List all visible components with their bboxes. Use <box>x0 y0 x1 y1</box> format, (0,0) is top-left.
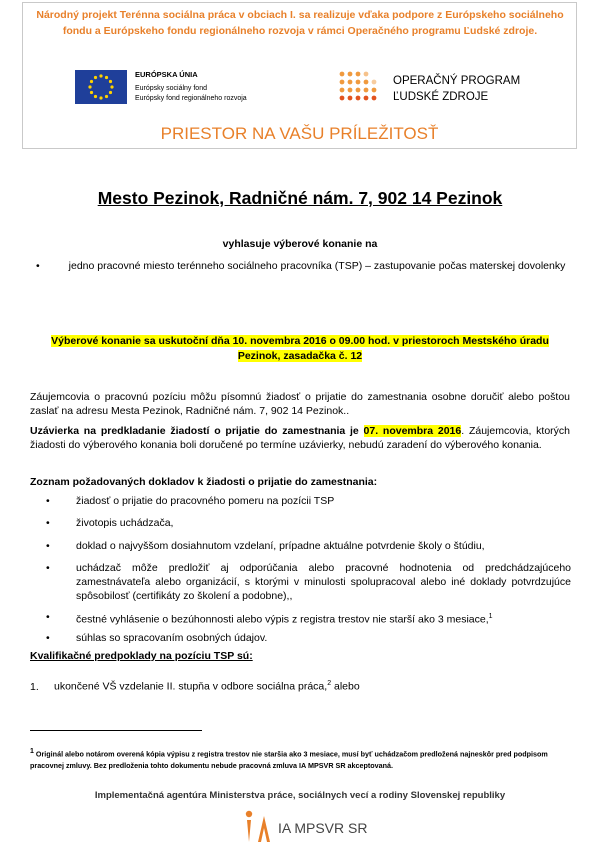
position-item <box>36 259 576 274</box>
ia-logo-icon <box>240 808 276 846</box>
deadline-note: Záujemcovia, ktorých žiadosti do výberového konania boli doručené po termíne uzávierky, nebudú zaradení do výberového konania. <box>30 425 570 451</box>
bullet-icon: • <box>46 562 50 574</box>
date-notice-text: Výberové konanie sa uskutoční dňa 10. novembra 2016 o 09.00 hod. v priestoroch Mestského úradu Pezinok, zasadačka č. 12 <box>51 335 549 362</box>
bullet-icon: • <box>46 611 50 623</box>
footnote-ref: 2 <box>327 680 332 687</box>
qualification-item <box>30 680 360 693</box>
deadline-end: . <box>461 425 465 437</box>
eu-logo-line2: Európsky fond regionálneho rozvoja <box>135 95 247 102</box>
list-item <box>46 516 571 530</box>
footnote-divider <box>30 730 202 731</box>
list-item <box>46 610 571 627</box>
bullet-icon: • <box>46 517 50 529</box>
application-paragraph: Záujemcovia o pracovnú pozíciu môžu písomnú žiadosť o prijatie do zamestnania osobne doručiť alebo poštou zaslať na adresu Mesta Pezinok, Radničné nám. 7, 902 14 Pezinok.. <box>30 391 570 417</box>
footnote <box>30 746 575 772</box>
list-item <box>46 494 571 508</box>
deadline-paragraph <box>30 424 570 452</box>
deadline-label: Uzávierka na predkladanie žiadostí o prijatie do zamestnania je <box>30 425 359 437</box>
eu-logo-line1: Európsky sociálny fond <box>135 85 207 92</box>
list-item <box>46 561 571 603</box>
list-item-text: doklad o najvyššom dosiahnutom vzdelaní, prípadne aktuálne potvrdenie školy o štúdiu, <box>76 540 485 552</box>
list-item <box>46 631 571 645</box>
eu-logo-title: EURÓPSKA ÚNIA <box>135 70 198 79</box>
op-dots-icon <box>338 70 378 106</box>
list-item-text: žiadosť o prijatie do pracovného pomeru na pozícii TSP <box>76 495 335 507</box>
eu-logo <box>75 70 247 104</box>
documents-title: Zoznam požadovaných dokladov k žiadosti o prijatie do zamestnania: <box>30 476 378 488</box>
list-item-text: uchádzač môže predložiť aj odporúčania alebo pracovné hodnotenia od predchádzajúceho zamestnávateľa alebo organizácií, s ktorými v minulosti spolupracoval alebo iné doklady potvrdzujúce spôsobilosť (certifikáty zo školení a podobne),, <box>76 562 571 602</box>
header-notice: Národný projekt Terénna sociálna práca v obciach I. sa realizuje vďaka podpore z Európskeho sociálneho fondu a Európskeho fondu regionálneho rozvoja v rámci Operačného programu Ľudské zdroje. <box>36 9 564 37</box>
qualification-end: alebo <box>331 680 360 693</box>
list-item-text <box>76 610 571 627</box>
date-notice <box>30 334 570 364</box>
qualification-text: ukončené VŠ vzdelanie II. stupňa v odbore sociálna práca, <box>54 680 328 693</box>
agency-logo-text: IA MPSVR SR <box>278 820 368 836</box>
bullet-icon: • <box>46 632 50 644</box>
bullet-icon: • <box>46 495 50 507</box>
deadline-date: 07. novembra 2016 <box>363 425 462 437</box>
footnote-ref: 1 <box>488 613 493 620</box>
list-item-text-main: čestné vyhlásenie o bezúhonnosti alebo výpis z registra trestov nie starší ako 3 mesiace, <box>76 613 489 626</box>
header-slogan: PRIESTOR NA VAŠU PRÍLEŽITOSŤ <box>160 124 439 143</box>
qualifications-title: Kvalifikačné predpoklady na pozíciu TSP sú: <box>30 650 253 662</box>
op-logo-line2: ĽUDSKÉ ZDROJE <box>393 91 489 103</box>
eu-flag-icon <box>75 70 127 104</box>
page-title: Mesto Pezinok, Radničné nám. 7, 902 14 Pezinok <box>97 188 503 208</box>
list-item-text: životopis uchádzača, <box>76 517 174 529</box>
list-item-text: súhlas so spracovaním osobných údajov. <box>76 632 268 644</box>
agency-name: Implementačná agentúra Ministerstva práce, sociálnych vecí a rodiny Slovenskej republiky <box>94 790 506 801</box>
footnote-mark: 1 <box>30 748 34 755</box>
list-item <box>46 539 571 553</box>
position-text: jedno pracovné miesto terénneho sociálneho pracovníka (TSP) – zastupovanie počas materskej dovolenky <box>68 260 566 272</box>
op-logo-line1: OPERAČNÝ PROGRAM <box>393 75 521 87</box>
qualification-number: 1. <box>30 680 39 693</box>
bullet-icon: • <box>36 260 40 272</box>
footnote-text: Originál alebo notárom overená kópia výpisu z registra trestov nie staršia ako 3 mesiace, musí byť uchádzačom predložená najneskôr pred podpisom pracovnej zmluvy. Bez predloženia tohto dokumentu nebude pracovná zmluva IA MPSVR SR akceptovaná. <box>30 749 548 771</box>
agency-logo <box>240 808 370 848</box>
bullet-icon: • <box>46 540 50 552</box>
subtitle: vyhlasuje výberové konanie na <box>222 238 378 250</box>
